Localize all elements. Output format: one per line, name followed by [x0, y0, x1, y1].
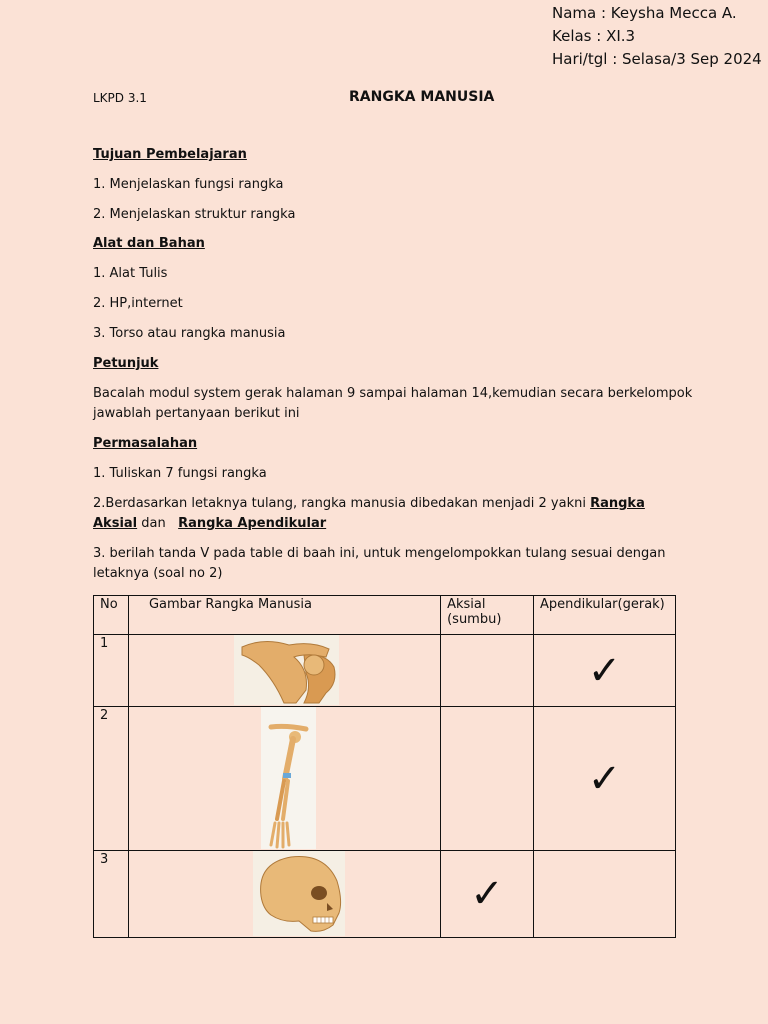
arm-bone-icon — [261, 707, 316, 849]
check-mark-icon: ✓ — [587, 755, 622, 802]
bone-classification-table — [93, 595, 676, 938]
shoulder-bone-image — [128, 635, 440, 707]
question-2-line2: Aksial dan Rangka Apendikular — [93, 516, 327, 531]
check-mark-icon: ✓ — [587, 647, 622, 694]
instruction-line: Bacalah modul system gerak halaman 9 sampai halaman 14,kemudian secara berkelompok — [93, 386, 693, 401]
row-number: 3 — [94, 851, 129, 938]
student-name: Nama : Keysha Mecca A. — [552, 4, 737, 22]
apendikular-cell — [533, 635, 675, 707]
page-title: RANGKA MANUSIA — [349, 89, 495, 105]
list-item: 1. Menjelaskan fungsi rangka — [93, 177, 284, 192]
skull-image — [128, 851, 440, 938]
skull-icon — [253, 851, 345, 936]
aksial-cell — [441, 635, 534, 707]
section-heading-tujuan: Tujuan Pembelajaran — [93, 147, 247, 162]
table-row — [94, 851, 676, 938]
question-2-line1: 2.Berdasarkan letaknya tulang, rangka manusia dibedakan menjadi 2 yakni Rangka — [93, 496, 645, 511]
row-number: 1 — [94, 635, 129, 707]
row-number: 2 — [94, 707, 129, 851]
check-mark-icon: ✓ — [470, 871, 504, 917]
header-apendikular: Apendikular(gerak) — [533, 596, 675, 635]
aksial-cell — [441, 707, 534, 851]
apendikular-cell — [533, 707, 675, 851]
aksial-cell — [441, 851, 534, 938]
section-heading-alat: Alat dan Bahan — [93, 236, 205, 251]
student-date: Hari/tgl : Selasa/3 Sep 2024 — [552, 50, 762, 68]
apendikular-cell — [533, 851, 675, 938]
header-aksial: Aksial (sumbu) — [441, 596, 534, 635]
shoulder-bone-icon — [234, 635, 339, 705]
doc-code: LKPD 3.1 — [93, 91, 147, 105]
list-item: 2. HP,internet — [93, 296, 183, 311]
header-gambar: Gambar Rangka Manusia — [128, 596, 440, 635]
list-item: 1. Alat Tulis — [93, 266, 168, 281]
list-item: 2. Menjelaskan struktur rangka — [93, 207, 296, 222]
instruction-line: jawablah pertanyaan berikut ini — [93, 406, 300, 421]
header-no: No — [94, 596, 129, 635]
list-item: 3. Torso atau rangka manusia — [93, 326, 286, 341]
table-row — [94, 635, 676, 707]
arm-bone-image — [128, 707, 440, 851]
question-1: 1. Tuliskan 7 fungsi rangka — [93, 466, 267, 481]
section-heading-petunjuk: Petunjuk — [93, 356, 159, 371]
student-class: Kelas : XI.3 — [552, 27, 636, 45]
question-3-line1: 3. berilah tanda V pada table di baah ini, untuk mengelompokkan tulang sesuai dengan — [93, 546, 666, 561]
table-row — [94, 707, 676, 851]
section-heading-permasalahan: Permasalahan — [93, 436, 198, 451]
question-3-line2: letaknya (soal no 2) — [93, 566, 223, 581]
